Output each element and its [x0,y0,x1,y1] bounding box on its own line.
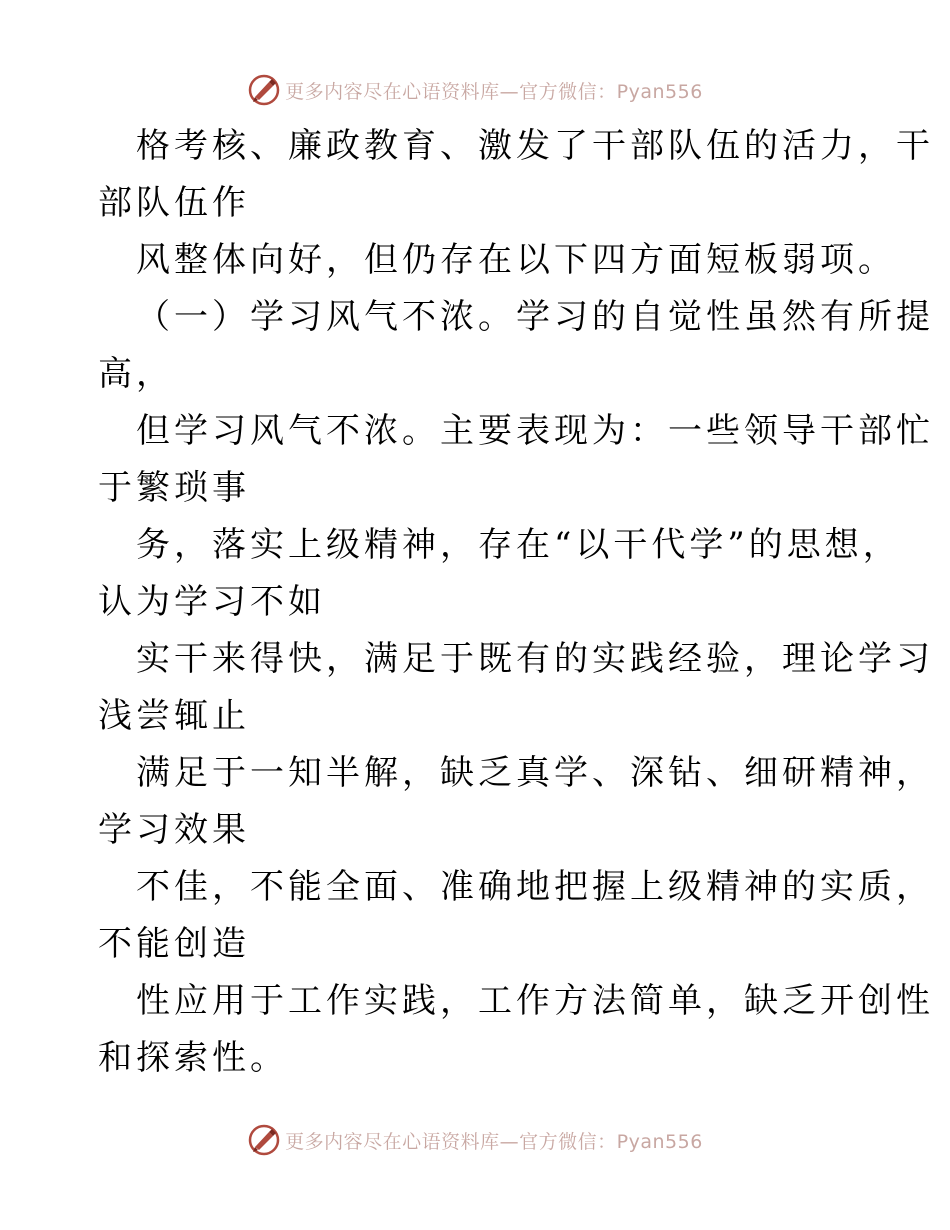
paragraph-line: 但学习风气不浓。主要表现为：一些领导干部忙 [136,411,934,451]
paragraph-line: （一）学习风气不浓。学习的自觉性虽然有所提 [136,297,934,337]
paragraph-line: 于繁琐事 [98,468,250,508]
paragraph-line: 不能创造 [98,924,250,964]
paragraph-line: 认为学习不如 [98,582,326,622]
document-body [98,118,934,1087]
pen-logo-icon [247,1123,281,1157]
paragraph-line: 格考核、廉政教育、激发了干部队伍的活力，干 [136,126,934,166]
paragraph-line: 满足于一知半解，缺乏真学、深钻、细研精神， [136,753,934,793]
watermark-text: 更多内容尽在心语资料库—官方微信：Pyan556 [285,1130,703,1153]
paragraph-line: 不佳，不能全面、准确地把握上级精神的实质， [136,867,934,907]
paragraph-line: 风整体向好，但仍存在以下四方面短板弱项。 [136,240,896,280]
footer-watermark [0,1120,950,1160]
paragraph-line: 务，落实上级精神，存在“以干代学”的思想， [136,525,901,565]
paragraph-line: 学习效果 [98,810,250,850]
paragraph-line: 部队伍作 [98,183,250,223]
paragraph-line: 和探索性。 [98,1038,288,1078]
paragraph-line: 实干来得快，满足于既有的实践经验，理论学习 [136,639,934,679]
paragraph-line: 浅尝辄止 [98,696,250,736]
watermark-text: 更多内容尽在心语资料库—官方微信：Pyan556 [285,80,703,103]
header-watermark [0,70,950,110]
paragraph-line: 高， [98,354,174,394]
paragraph-line: 性应用于工作实践，工作方法简单，缺乏开创性 [136,981,934,1021]
pen-logo-icon [247,73,281,107]
